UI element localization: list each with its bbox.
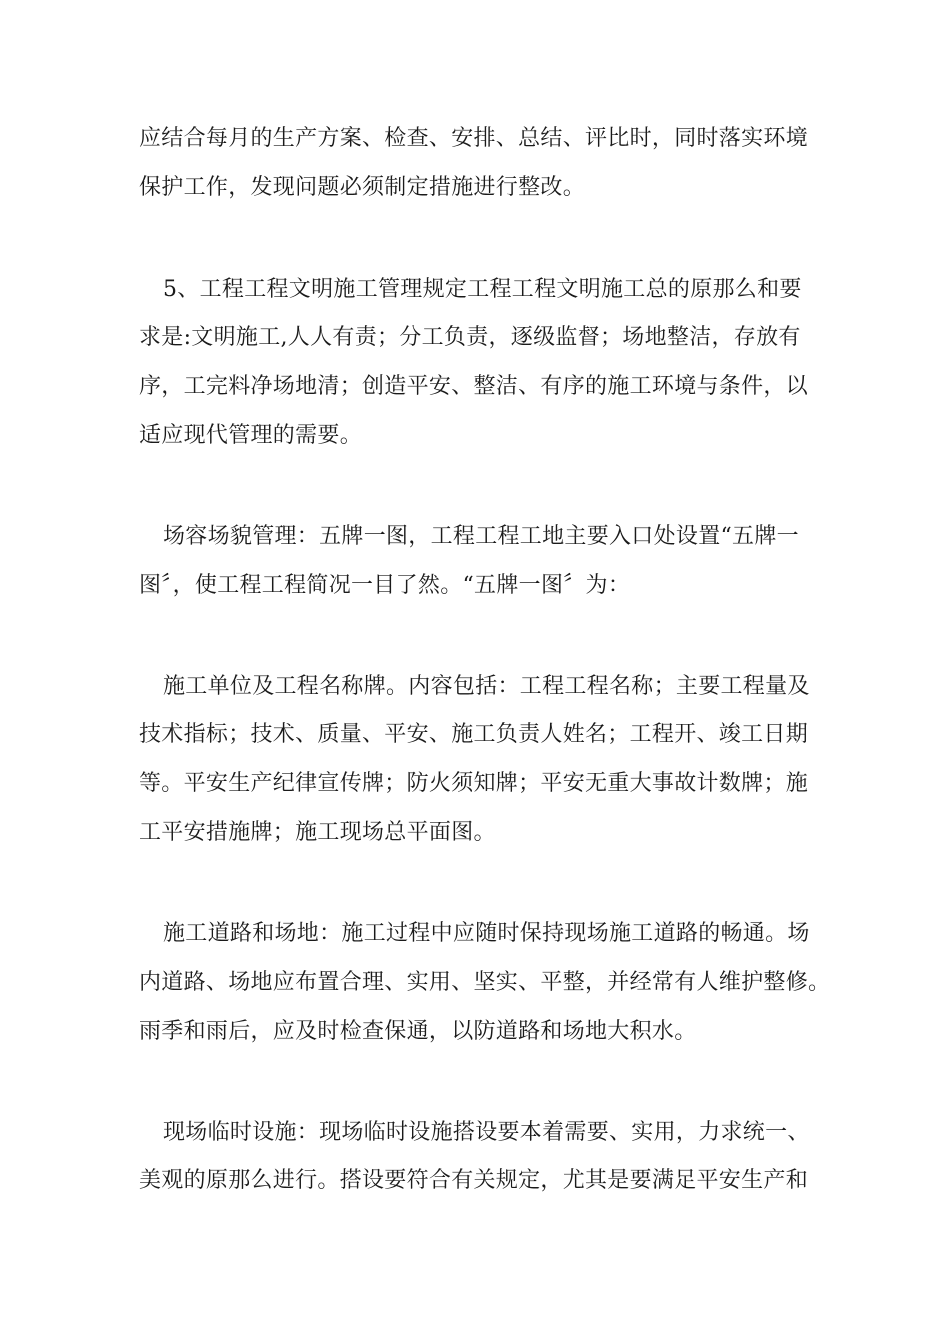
text-line: 图〞，使工程工程简况一目了然。“五牌一图〞为： [139,573,631,598]
text-line: 施工单位及工程名称牌。内容包括：工程工程名称；主要工程量及 [163,674,810,699]
text-line: 美观的原那么进行。搭设要符合有关规定，尤其是要满足平安生产和 [139,1168,809,1193]
text-line: 适应现代管理的需要。 [139,423,363,448]
text-line: 技术指标；技术、质量、平安、施工负责人姓名；工程开、竣工日期 [139,722,809,747]
text-line: 等。平安生产纪律宣传牌；防火须知牌；平安无重大事故计数牌；施 [139,771,809,796]
text-line: 场容场貌管理：五牌一图，工程工程工地主要入口处设置“五牌一 [163,524,799,549]
text-line: 内道路、场地应布置合理、实用、坚实、平整，并经常有人维护整修。 [139,970,831,995]
text-line: 序，工完料净场地清；创造平安、整洁、有序的施工环境与条件，以 [139,374,809,399]
text-line: 工平安措施牌；施工现场总平面图。 [139,820,496,845]
text-line: 施工道路和场地：施工过程中应随时保持现场施工道路的畅通。场 [163,921,810,946]
text-line: 5、工程工程文明施工管理规定工程工程文明施工总的原那么和要 [163,277,802,302]
text-line: 保护工作，发现问题必须制定措施进行整改。 [139,175,586,200]
text-line: 雨季和雨后，应及时检查保通，以防道路和场地大积水。 [139,1019,697,1044]
text-line: 求是:文明施工,人人有责；分工负责，逐级监督；场地整洁，存放有 [139,325,801,350]
text-line: 现场临时设施：现场临时设施搭设要本着需要、实用，力求统一、 [163,1120,810,1145]
text-line: 应结合每月的生产方案、检查、安排、总结、评比时，同时落实环境 [139,126,809,151]
